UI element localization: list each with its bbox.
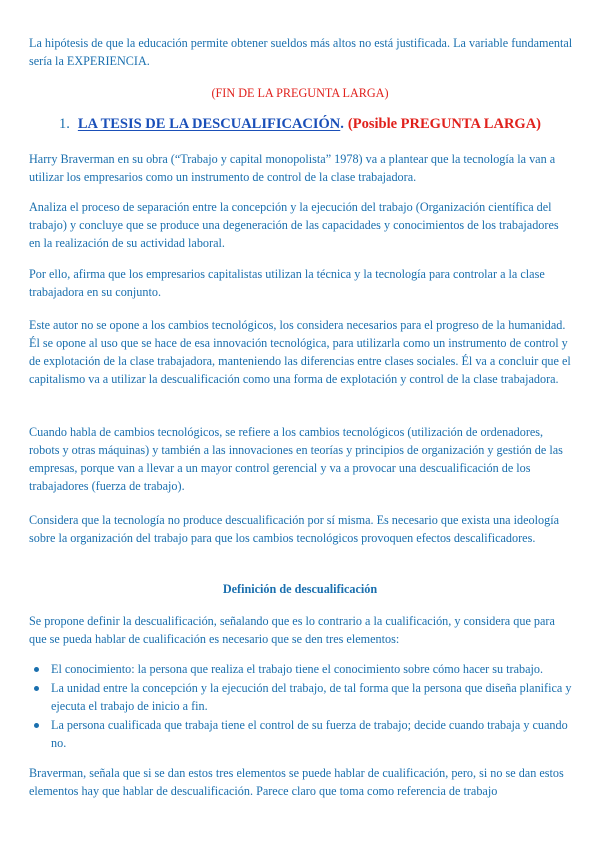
section-number: 1. [58, 116, 70, 132]
bullet-icon [34, 667, 39, 672]
definition-intro: Se propone definir la descualificación, señalando que es lo contrario a la cualificación, y considera que para que se pueda hablar de cualificación es necesario que se den tres elementos: [29, 614, 555, 646]
section-title: LA TESIS DE LA DESCUALIFICACIÓN [77, 116, 341, 132]
paragraph: Cuando habla de cambios tecnológicos, se refiere a los cambios tecnológicos (utilización de ordenadores, robots y otras máquinas) y también a las innovaciones en teorías y principios de organización y gestión de las empresas, porque van a llevar a un mayor control gerencial y va a provocar una descualificación de los trabajadores (fuerza de trabajo). [29, 425, 563, 493]
list-item-text: La unidad entre la concepción y la ejecución del trabajo, de tal forma que la persona que diseña planifica y ejecuta el trabajo de inicio a fin. [51, 681, 572, 713]
paragraph: Considera que la tecnología no produce descualificación por sí misma. Es necesario que exista una ideología sobre la organización del trabajo para que los cambios tecnológicos provoquen efectos descalificadores. [29, 513, 559, 545]
list-item [29, 716, 573, 752]
list-item [29, 679, 573, 715]
paragraph: Este autor no se opone a los cambios tecnológicos, los considera necesarios para el progreso de la humanidad. Él se opone al uso que se hace de esa innovación tecnológica, para utilizarla como un instrumento de control y de explotación de la clase trabajadora, manteniendo las diferencias entre clases sociales. Él va a concluir que el capitalismo va a utilizar la descualificación como una forma de explotación y control de la clase trabajadora. [29, 318, 571, 386]
paragraph: Analiza el proceso de separación entre la concepción y la ejecución del trabajo (Organización científica del trabajo) y concluye que se produce una degeneración de las capacidades y conocimientos de los trabajadores en la realización de su actividad laboral. [29, 200, 559, 250]
intro-paragraph: La hipótesis de que la educación permite obtener sueldos más altos no está justificada. La variable fundamental sería la EXPERIENCIA. [29, 36, 573, 68]
elements-list [29, 660, 573, 753]
subheading: Definición de descualificación [222, 582, 378, 596]
end-marker: (FIN DE LA PREGUNTA LARGA) [211, 86, 389, 100]
closing-paragraph: Braverman, señala que si se dan estos tres elementos se puede hablar de cualificación, pero, si no se dan estos elementos hay que hablar de descualificación. Parece claro que toma como referencia de trabajo [29, 766, 564, 798]
bullet-icon [34, 686, 39, 691]
list-item-text: El conocimiento: la persona que realiza el trabajo tiene el conocimiento sobre cómo hacer su trabajo. [51, 662, 544, 676]
section-tag: (Posible PREGUNTA LARGA) [347, 116, 541, 132]
paragraph: Por ello, afirma que los empresarios capitalistas utilizan la técnica y la tecnología para controlar a la clase trabajadora en su conjunto. [29, 267, 545, 299]
paragraph: Harry Braverman en su obra (“Trabajo y capital monopolista” 1978) va a plantear que la tecnología la van a utilizar los empresarios como un instrumento de control de la clase trabajadora. [29, 152, 556, 184]
list-item-text: La persona cualificada que trabaja tiene el control de su fuerza de trabajo; decide cuando trabaja y cuando no. [51, 718, 568, 750]
section-title-punct: . [340, 116, 344, 132]
bullet-icon [34, 723, 39, 728]
section-heading [0, 114, 600, 134]
list-item [29, 660, 573, 678]
